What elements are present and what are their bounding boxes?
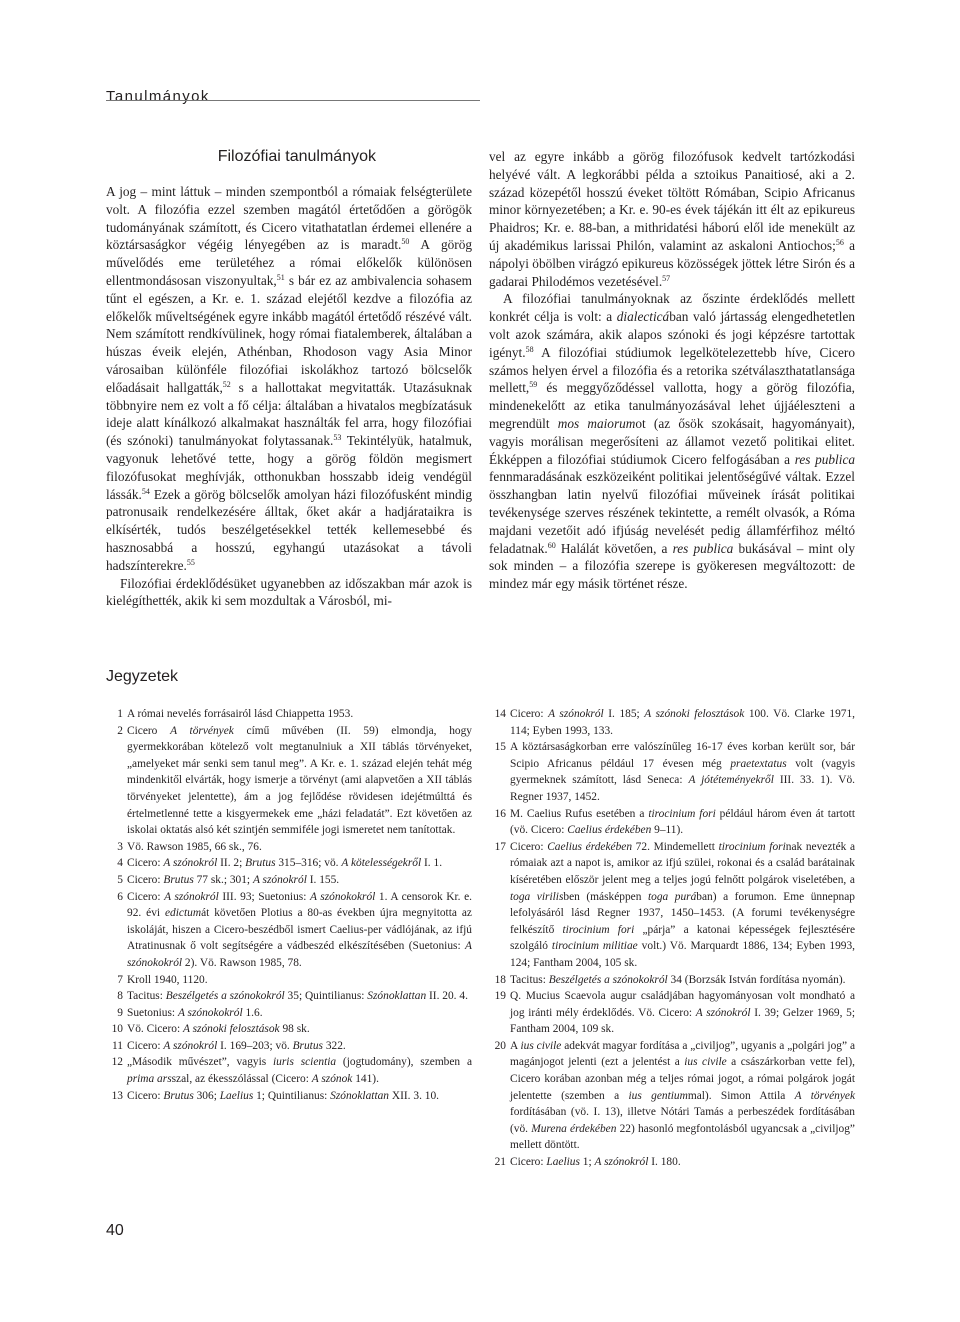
- page-number: 40: [106, 1222, 124, 1239]
- note-number: 18: [494, 973, 506, 986]
- note-number: 11: [112, 1039, 123, 1052]
- note-number: 8: [117, 990, 123, 1003]
- note-item: [106, 1005, 472, 1022]
- note-number: 10: [111, 1023, 123, 1036]
- note-item: [106, 889, 472, 972]
- paragraph: vel az egyre inkább a görög filozófusok kedvelt tartózkodási helyévé vált. A legkorábbi példa a sztoikus Panaitiosé, aki a 2. század közepétől hosszú éveket töltött Rómában, Scipio Africanus minor környezetében; a Kr. e. 90-es évek tájékán itt élt az epikureus Phaidros; Kr. e. 88-ban, a mithridatési háború elől ide menekült az új akadémikus larissai Philón, valamint az askaloni Antiochos;$^{56}$ a nápolyi öbölben virágzó epikureus közösségek jöttek létre Sirón és a gadarai Philodémos vezetésével.$^{57}$: [489, 149, 855, 289]
- article-column-right: [489, 148, 855, 593]
- paragraph: Filozófiai érdeklődésüket ugyanebben az időszakban már azok is kielégíthették, akik ki sem mozdultak a Városból, mi-: [106, 575, 472, 609]
- note-text: Kroll 1940, 1120.: [127, 973, 208, 986]
- notes-heading: Jegyzetek: [106, 668, 179, 685]
- note-item: [489, 988, 855, 1038]
- note-item: [106, 855, 472, 872]
- note-text: Tacitus: Beszélgetés a szónokokról 35; Quintilianus: Szónoklattan II. 20. 4.: [127, 990, 468, 1003]
- note-item: [489, 739, 855, 805]
- note-text: „Második művészet”, vagyis iuris scientia (jogtudomány), szemben a prima arsszal, az ékesszólással (Cicero: A szónok 141).: [127, 1056, 472, 1086]
- paragraph: A filozófiai tanulmányoknak az őszinte érdeklődés mellett konkrét célja is volt: a dialecticában való jártasság elengedhetetlen volt azok számára, akik alapos szónoki és jogi képzésre tartottak igényt.$^{58}$ A filozófiai stúdiumok legelkötelezettebb híve, Cicero számos helyen érvel a filozófia és a retorika szétválaszthatatlansága mellett,$^{59}$ és meggyőződéssel vallotta, hogy a görög filozófia, mindenekelőtt az etika tanulmányozásával lehet újjáéleszteni a megrendült mos maiorumot (az ősök szokásait, hagyományait), vagyis morálisan megerősíteni az államot vezető politikai elitet. Ékképpen a filozófiai stúdiumok Cicero felfogásában a res publica fennmaradásának eszközeiként politikai jelentőségűvé váltak. Ezzel összhangban latin nyelvű filozófiai műveinek írását politikai tevékenysége szerves részének tekintette, a remélt olvasók, a Róma majdani vezetőit adó ifjúság nevelését pedig államférfihoz méltó feladatnak.$^{60}$ Halálát követően, a res publica bukásával – mint oly sok minden – a filozófia szerepe is gyökeresen megváltozott: de mindez már egy másik történet része.: [489, 291, 856, 592]
- section-label: Tanulmányok: [106, 88, 210, 105]
- note-text: A ius civile adekvát magyar fordítása a „civiljog”, ugyanis a „polgári jog” a magánjogot jelenti (ezt a jelentést a ius civile a császárkorban vette fel), Cicero korában azonban még a teljes római jogot, a római polgárok jogát jelentette (szemben a ius gentiummal). Simon Attila A törvények fordításában (vö. I. 13), illetve Nótári Tamás a perbeszédek fordításában (vö. Murena érdekében 22) hasonló megfontolásból ugyancsak a „civiljog” mellett döntött.: [510, 1039, 856, 1152]
- note-number: 6: [117, 890, 123, 903]
- note-number: 16: [494, 807, 506, 820]
- notes-column-right: [489, 706, 855, 1171]
- note-item: [489, 806, 855, 839]
- note-number: 20: [494, 1039, 506, 1052]
- note-item: [489, 972, 855, 989]
- note-item: [106, 1054, 472, 1087]
- note-number: 2: [117, 724, 123, 737]
- note-item: [106, 1088, 472, 1105]
- note-item: [106, 1021, 472, 1038]
- note-text: M. Caelius Rufus esetében a tirocinium fori például három éven át tartott (vö. Cicero: Caelius érdekében 9–11).: [510, 807, 855, 837]
- note-item: [106, 839, 472, 856]
- note-item: [489, 706, 855, 739]
- note-text: A római nevelés forrásairól lásd Chiappetta 1953.: [127, 708, 354, 720]
- note-number: 3: [117, 840, 123, 853]
- note-number: 5: [117, 873, 123, 886]
- note-item: [106, 872, 472, 889]
- note-text: Cicero: A szónokról II. 2; Brutus 315–316; vö. A kötelességekről I. 1.: [127, 857, 443, 870]
- notes-column-left: [106, 706, 472, 1104]
- note-item: [106, 723, 472, 839]
- note-number: 13: [111, 1089, 123, 1102]
- note-text: Cicero: A szónokról III. 93; Suetonius: A szónokokról 1. A censorok Kr. e. 92. évi edictumát követően Plotius a 80-as években újra megnyitotta az iskoláját, hiszen a Cicero-beszédből ismert Caelius-per vádlójának, az ifjú Atratinusnak ő volt segítségére a vádbeszéd elkészítésében (Suetonius: A szónokokról 2). Vö. Rawson 1985, 78.: [127, 890, 473, 969]
- note-number: 4: [117, 857, 123, 870]
- note-text: Tacitus: Beszélgetés a szónokokról 34 (Borzsák István fordítása nyomán).: [510, 973, 846, 986]
- note-number: 17: [494, 840, 506, 853]
- paragraph: A jog – mint láttuk – minden szempontból a rómaiak felségterülete volt. A filozófia ezzel szemben magától értetődően a görögök tudományának számított, és Cicero vitathatatlan érdemei ellenére a köztársaságkor végéig lényegében az is maradt.$^{50}$ A görög művelődés eme területéhez a római előkelők különösen ellentmondásosan viszonyultak,$^{51}$ s bár ez az ambivalencia sohasem tűnt el egészen, a Kr. e. 1. század elejétől kezdve a filozófia az előkelők műveltségének egyre inkább magától értetődő részévé vált. Nem számított rendkívülinek, hogy római fiatalemberek, általában a húszas éveik elején, Athénban, Rhodoson vagy Asia Minor városaiban különféle filozófiai iskolákhoz tartozó bölcselők előadásait hallgatták,$^{52}$ s a hallottakat megvitatták. Utazásuknak többnyire nem ez volt a fő célja: általában a hivatalos megbízatásuk ideje alatt kínálkozó alkalmakat használták fel arra, hogy filozófiai (és szónoki) tanulmányokat folytassanak.$^{53}$ Tekintélyük, hatalmuk, vagyonuk lehetővé tette, hogy a görög földön megismert filozófusokat meghívják, otthonukban hosszabb ideig vendégül lássák.$^{54}$ Ezek a görög bölcselők amolyan házi filozófusként mindig patronusaik rendelkezésére álltak, őket akár a hadjárataikra is elkísérték, tudós beszélgetésekkel tették kellemesebbé és hasznosabbá a hosszú, egyhangú utazásokat a távoli hadszínterekre.$^{55}$: [106, 184, 472, 573]
- note-item: [106, 988, 472, 1005]
- note-number: 15: [494, 741, 506, 754]
- note-number: 12: [111, 1056, 123, 1069]
- article-heading: Filozófiai tanulmányok: [217, 148, 376, 165]
- note-text: Cicero: Brutus 306; Laelius 1; Quintilianus: Szónoklattan XII. 3. 10.: [127, 1089, 439, 1102]
- note-item: [106, 972, 472, 989]
- note-item: [106, 1038, 472, 1055]
- header-rule: [106, 100, 480, 101]
- note-text: Q. Mucius Scaevola augur családjában hagyományosan volt mondható a jog iránti mély érdeklődés. Vö. Cicero: A szónokról I. 39; Gelzer 1969, 5; Fantham 2004, 109 sk.: [510, 990, 856, 1036]
- note-number: 7: [117, 973, 123, 986]
- note-item: [489, 1154, 855, 1171]
- note-item: [489, 839, 855, 972]
- note-text: Cicero: Brutus 77 sk.; 301; A szónokról I. 155.: [127, 873, 340, 886]
- note-text: Suetonius: A szónokokról 1.6.: [127, 1006, 263, 1019]
- note-number: 9: [117, 1006, 123, 1019]
- note-text: Cicero: Caelius érdekében 72. Mindemellett tirocinium forinak nevezték a rómaiak azt a napot is, amikor az ifjú szülei, rokonai és a család barátainak kíséretében először jelent meg a teljes jogú felnőtt polgárok viseletében, a toga virilisben (másképpen toga purában) a forumon. Eme ünnepnap lefolyásáról lásd Regner 1937, 1450–1453. (A forumi tevékenységre felkészítő tirocinium fori „párja” a katonai képességek fejlesztésére szolgáló tirocinium militiae volt.) Vö. Marquardt 1886, 134; Eyben 1993, 124; Fantham 2004, 105 sk.: [510, 840, 856, 969]
- note-number: 14: [494, 708, 506, 720]
- note-item: [489, 1038, 855, 1154]
- article-column-left: [106, 183, 472, 610]
- note-number: 21: [494, 1156, 506, 1169]
- note-text: A köztársaságkorban erre valószínűleg 16-17 éves korban került sor, bár Scipio Africanus például 17 évesen még praetextatus volt (vagyis gyermeknek számított, lásd Seneca: A jótéteményekről III. 33. 1). Vö. Regner 1937, 1452.: [510, 741, 856, 803]
- note-text: Cicero: A szónokról I. 169–203; vö. Brutus 322.: [127, 1039, 346, 1052]
- note-text: Vö. Cicero: A szónoki felosztások 98 sk.: [127, 1023, 310, 1036]
- note-text: Cicero A törvények című művében (II. 59) elmondja, hogy gyermekkorában kötelező volt megtanulniuk a XII táblás törvényeket, „amelyeket már senki sem tanul meg”. A Kr. e. 1. század elején tehát még mindenkitől elvárták, hogy ismerje a törvényt (ami alapvetően a XII táblás törvényeket jelentette), ám a jog fejlődése rövidesen idejétmúlttá és értelmetlenné tette a kisgyermekek eme „házi feladatát”. Ezt követően az iskolai oktatás alsó két szintjén semmiféle jogi ismeretet nem tanítottak.: [127, 724, 472, 837]
- note-text: Vö. Rawson 1985, 66 sk., 76.: [127, 840, 262, 853]
- note-text: Cicero: A szónokról I. 185; A szónoki felosztások 100. Vö. Clarke 1971, 114; Eyben 1993, 133.: [510, 708, 856, 737]
- note-item: [106, 706, 472, 723]
- note-number: 1: [117, 708, 123, 720]
- note-text: Cicero: Laelius 1; A szónokról I. 180.: [510, 1156, 681, 1169]
- note-number: 19: [494, 990, 506, 1003]
